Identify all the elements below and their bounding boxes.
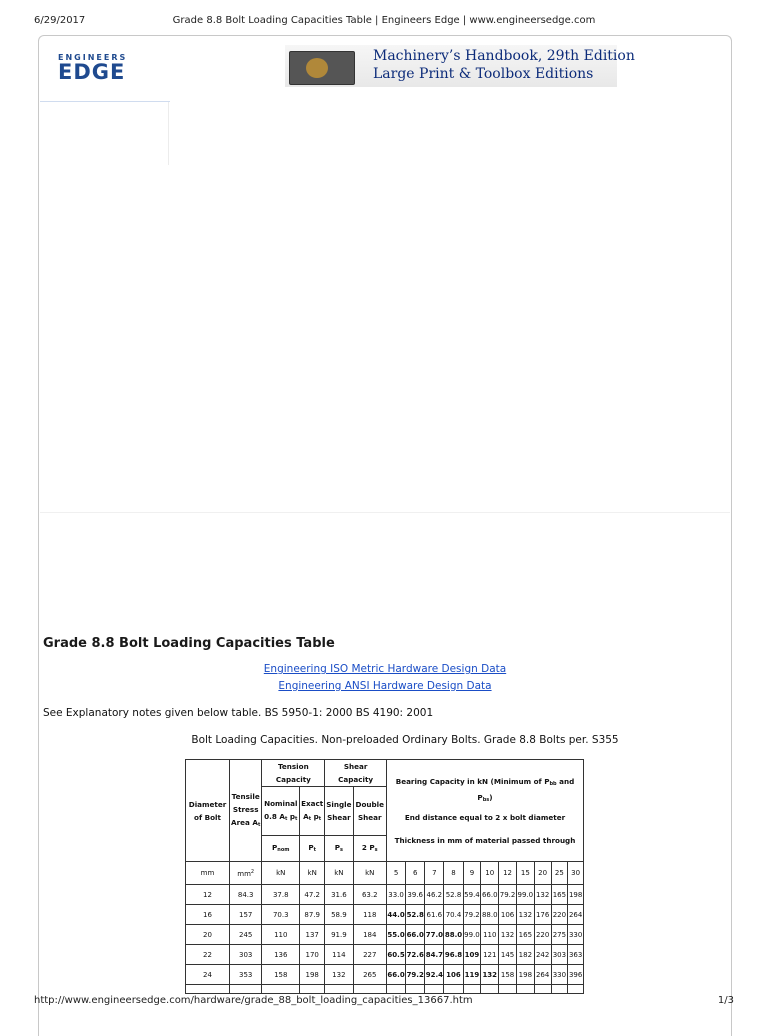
bearing-cell: 132: [516, 905, 534, 925]
banner-line-2: Large Print & Toolbox Editions: [373, 66, 594, 82]
nominal-header: Nominal 0.8 $A_t$ $p_t$: [262, 787, 300, 836]
exact-cell: 87.9: [300, 905, 325, 925]
print-date: 6/29/2017: [34, 15, 86, 26]
bearing-cell: 303: [551, 945, 568, 965]
bearing-cell: 66.0: [406, 925, 425, 945]
nav-divider: [40, 101, 170, 102]
table-caption: Bolt Loading Capacities. Non-preloaded Ordinary Bolts. Grade 8.8 Bolts per. S355: [191, 734, 619, 746]
bearing-cell: 165: [551, 885, 568, 905]
single-shear-cell: 132: [325, 965, 353, 985]
thickness-header: 25: [551, 862, 568, 885]
exact-cell: 137: [300, 925, 325, 945]
table-row: [186, 965, 584, 985]
area-cell: 84.3: [229, 885, 261, 905]
unit-kn: kN: [300, 862, 325, 885]
table-row: [186, 885, 584, 905]
nominal-cell: 37.8: [262, 885, 300, 905]
nominal-cell: 136: [262, 945, 300, 965]
shear-header: Shear Capacity: [325, 760, 387, 787]
exact-cell: 170: [300, 945, 325, 965]
bolt-capacity-table: [185, 759, 584, 994]
logo-line-2: EDGE: [58, 60, 126, 84]
unit-mm: mm: [186, 862, 230, 885]
bearing-cell: 92.4: [425, 965, 444, 985]
bearing-cell: 99.0: [516, 885, 534, 905]
tensile-header: Tensile Stress Area $A_t$: [229, 760, 261, 862]
print-title: Grade 8.8 Bolt Loading Capacities Table | Engineers Edge | www.engineersedge.com: [172, 15, 596, 26]
double-shear-cell: 227: [353, 945, 387, 965]
unit-kn: kN: [325, 862, 353, 885]
print-page-number: 1/3: [717, 995, 734, 1006]
two-ps-header: 2 $P_s$: [353, 836, 387, 862]
nominal-cell: 110: [262, 925, 300, 945]
bearing-cell: 66.0: [481, 885, 499, 905]
bearing-cell: 52.8: [444, 885, 463, 905]
engineers-edge-logo[interactable]: [58, 53, 127, 82]
thickness-header: 15: [516, 862, 534, 885]
single-shear-header: Single Shear: [325, 787, 353, 836]
bearing-cell: 198: [516, 965, 534, 985]
bearing-cell: 106: [444, 965, 463, 985]
bearing-cell: 330: [551, 965, 568, 985]
bearing-cell: 79.2: [499, 885, 517, 905]
iso-metric-link[interactable]: Engineering ISO Metric Hardware Design Data: [263, 663, 507, 675]
nominal-cell: 70.3: [262, 905, 300, 925]
bearing-cell: 77.0: [425, 925, 444, 945]
double-shear-cell: 118: [353, 905, 387, 925]
bearing-cell: 182: [516, 945, 534, 965]
table-row: [186, 925, 584, 945]
standards-note: See Explanatory notes given below table. BS 5950-1: 2000 BS 4190: 2001: [43, 707, 434, 719]
bearing-cell: 158: [499, 965, 517, 985]
bearing-cell: 110: [481, 925, 499, 945]
bearing-cell: 264: [534, 965, 551, 985]
pt-header: $P_t$: [300, 836, 325, 862]
thickness-header: 7: [425, 862, 444, 885]
nominal-cell: 158: [262, 965, 300, 985]
double-shear-cell: 184: [353, 925, 387, 945]
bearing-cell: 220: [551, 905, 568, 925]
thickness-header: 12: [499, 862, 517, 885]
single-shear-cell: 31.6: [325, 885, 353, 905]
diameter-header: Diameter of Bolt: [186, 760, 230, 862]
bearing-cell: 132: [499, 925, 517, 945]
book-icon: [289, 51, 355, 85]
bearing-cell: 275: [551, 925, 568, 945]
bearing-cell: 220: [534, 925, 551, 945]
bearing-cell: 72.6: [406, 945, 425, 965]
double-shear-cell: 265: [353, 965, 387, 985]
bearing-cell: 165: [516, 925, 534, 945]
bearing-cell: 79.2: [463, 905, 481, 925]
diameter-cell: 24: [186, 965, 230, 985]
single-shear-cell: 58.9: [325, 905, 353, 925]
ansi-link[interactable]: Engineering ANSI Hardware Design Data: [278, 680, 492, 692]
ps-header: $P_s$: [325, 836, 353, 862]
bearing-cell: 363: [568, 945, 584, 965]
bearing-cell: 66.0: [387, 965, 406, 985]
bearing-cell: 55.0: [387, 925, 406, 945]
exact-cell: 47.2: [300, 885, 325, 905]
bearing-cell: 121: [481, 945, 499, 965]
area-cell: 303: [229, 945, 261, 965]
tension-header: Tension Capacity: [262, 760, 325, 787]
area-cell: 157: [229, 905, 261, 925]
bearing-cell: 61.6: [425, 905, 444, 925]
table-row: [186, 905, 584, 925]
units-row: [186, 862, 584, 885]
bearing-cell: 145: [499, 945, 517, 965]
thickness-header: 6: [406, 862, 425, 885]
bearing-cell: 242: [534, 945, 551, 965]
diameter-cell: 12: [186, 885, 230, 905]
bearing-cell: 33.0: [387, 885, 406, 905]
bearing-cell: 176: [534, 905, 551, 925]
bearing-cell: 99.0: [463, 925, 481, 945]
bearing-cell: 44.0: [387, 905, 406, 925]
bearing-cell: 39.6: [406, 885, 425, 905]
exact-header: Exact $A_t$ $p_t$: [300, 787, 325, 836]
bearing-cell: 119: [463, 965, 481, 985]
bearing-cell: 84.7: [425, 945, 444, 965]
area-cell: 245: [229, 925, 261, 945]
exact-cell: 198: [300, 965, 325, 985]
thickness-header: 10: [481, 862, 499, 885]
bearing-cell: 396: [568, 965, 584, 985]
double-shear-cell: 63.2: [353, 885, 387, 905]
banner-line-1: Machinery’s Handbook, 29th Edition: [373, 48, 635, 64]
bearing-cell: 60.5: [387, 945, 406, 965]
bearing-cell: 59.4: [463, 885, 481, 905]
bearing-cell: 52.8: [406, 905, 425, 925]
thickness-header: 30: [568, 862, 584, 885]
double-shear-header: Double Shear: [353, 787, 387, 836]
thickness-header: 8: [444, 862, 463, 885]
thickness-header: 5: [387, 862, 406, 885]
thickness-header: 20: [534, 862, 551, 885]
single-shear-cell: 114: [325, 945, 353, 965]
bearing-cell: 70.4: [444, 905, 463, 925]
content-divider: [40, 512, 730, 513]
bearing-cell: 264: [568, 905, 584, 925]
sidebar-divider: [168, 102, 169, 165]
print-url: http://www.engineersedge.com/hardware/grade_88_bolt_loading_capacities_13667.htm: [34, 995, 473, 1006]
table-row-continued: [186, 985, 584, 994]
bearing-cell: 330: [568, 925, 584, 945]
page-title: Grade 8.8 Bolt Loading Capacities Table: [43, 636, 335, 651]
bearing-cell: 46.2: [425, 885, 444, 905]
bearing-cell: 79.2: [406, 965, 425, 985]
area-cell: 353: [229, 965, 261, 985]
bearing-cell: 198: [568, 885, 584, 905]
bearing-cell: 88.0: [444, 925, 463, 945]
table-row: [186, 945, 584, 965]
unit-mm2: $mm^2$: [229, 862, 261, 885]
diameter-cell: 16: [186, 905, 230, 925]
thickness-header: 9: [463, 862, 481, 885]
logo-line-1: ENGINEERS: [58, 53, 128, 62]
pnom-header: $P_{nom}$: [262, 836, 300, 862]
bearing-cell: 132: [534, 885, 551, 905]
bearing-cell: 132: [481, 965, 499, 985]
diameter-cell: 20: [186, 925, 230, 945]
unit-kn: kN: [262, 862, 300, 885]
bearing-cell: 109: [463, 945, 481, 965]
machinery-handbook-banner[interactable]: [285, 45, 635, 87]
bearing-header: Bearing Capacity in kN (Minimum of $P_{bb}$ and $P_{bs}$) End distance equal to 2 x bolt diameter Thickness in mm of material passed through: [387, 760, 584, 862]
unit-kn: kN: [353, 862, 387, 885]
bearing-cell: 96.8: [444, 945, 463, 965]
bearing-cell: 88.0: [481, 905, 499, 925]
diameter-cell: 22: [186, 945, 230, 965]
bearing-cell: 106: [499, 905, 517, 925]
single-shear-cell: 91.9: [325, 925, 353, 945]
